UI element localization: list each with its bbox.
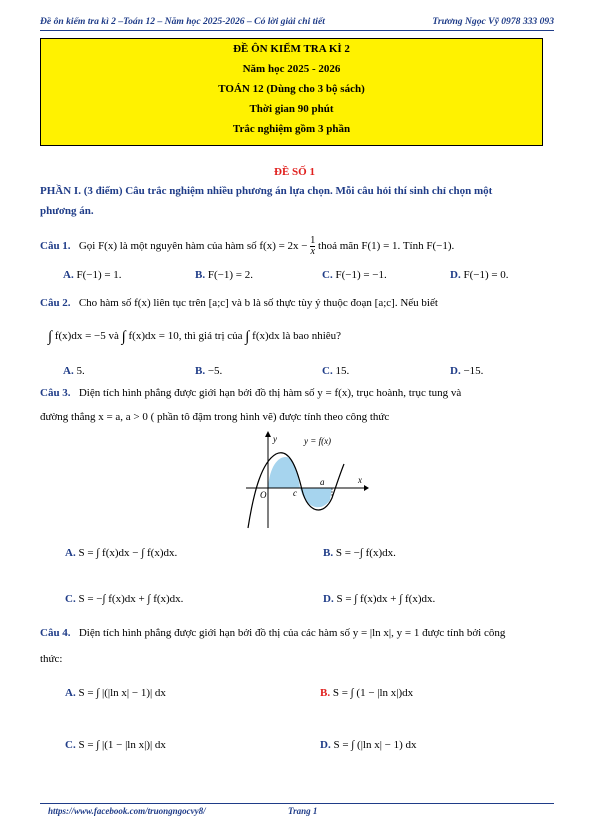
c-label: c bbox=[293, 488, 297, 498]
option-text: F(−1) = 2. bbox=[207, 269, 253, 281]
question-3 bbox=[40, 386, 461, 400]
question-label: Câu 3. bbox=[40, 387, 71, 399]
fraction-denominator: x bbox=[310, 246, 315, 257]
q4-option-a[interactable] bbox=[65, 686, 166, 700]
q2-option-d[interactable] bbox=[450, 364, 483, 378]
option-text: S = −∫ f(x)dx. bbox=[335, 547, 396, 559]
question-text: Cho hàm số f(x) liên tục trên [a;c] và b là số thực tùy ý thuộc đoạn [a;c]. Nếu biết bbox=[78, 297, 438, 309]
x-axis-arrow bbox=[364, 485, 369, 491]
footer-link[interactable]: https://www.facebook.com/truongngocvy8/ bbox=[48, 806, 206, 816]
option-key: A. bbox=[65, 547, 76, 559]
option-text: −5. bbox=[207, 365, 223, 377]
option-key: C. bbox=[65, 593, 76, 605]
part1-line-1: PHẦN I. (3 điểm) Câu trắc nghiệm nhiều phương án lựa chọn. Mỗi câu hỏi thí sinh chỉ chọn một bbox=[40, 185, 493, 197]
q2-option-b[interactable] bbox=[195, 364, 222, 378]
option-text: S = ∫ (1 − |ln x|)dx bbox=[332, 687, 414, 699]
title-line-3: TOÁN 12 (Dùng cho 3 bộ sách) bbox=[218, 83, 365, 95]
integral-sign: ∫ bbox=[48, 329, 53, 345]
question-text-end: thoả mãn F(1) = 1. Tính F(−1). bbox=[318, 240, 455, 253]
func-label: y = f(x) bbox=[304, 436, 332, 446]
q3-option-a[interactable] bbox=[65, 546, 177, 560]
option-key-correct: B. bbox=[320, 687, 331, 699]
q4-option-c[interactable] bbox=[65, 738, 166, 752]
option-key: D. bbox=[450, 365, 461, 377]
q3-option-c[interactable] bbox=[65, 592, 183, 606]
q1-option-d[interactable] bbox=[450, 268, 509, 282]
q2-integrals bbox=[48, 328, 341, 343]
option-key: B. bbox=[195, 269, 206, 281]
question-text: Diện tích hình phẳng được giới hạn bởi đồ thị hàm số y = f(x), trục hoành, trục tung và bbox=[78, 387, 462, 399]
question-3-line-2: đường thẳng x = a, a > 0 ( phần tô đậm trong hình vẽ) được tính theo công thức bbox=[40, 411, 390, 423]
integral-sign: ∫ bbox=[121, 329, 126, 345]
option-text: S = ∫ |(|ln x| − 1)| dx bbox=[78, 687, 166, 699]
option-key: C. bbox=[322, 269, 333, 281]
option-key: C. bbox=[65, 739, 76, 751]
question-label: Câu 2. bbox=[40, 297, 71, 309]
page-number: Trang 1 bbox=[288, 806, 318, 816]
footer-divider bbox=[40, 803, 554, 804]
exam-number: ĐỀ SỐ 1 bbox=[274, 166, 315, 178]
fraction bbox=[310, 236, 315, 257]
q3-option-b[interactable] bbox=[323, 546, 396, 560]
option-text: F(−1) = 1. bbox=[76, 269, 122, 281]
fraction-numerator: 1 bbox=[310, 235, 316, 246]
q4-option-b[interactable] bbox=[320, 686, 413, 700]
question-label: Câu 1. bbox=[40, 240, 71, 253]
q2-option-c[interactable] bbox=[322, 364, 349, 378]
option-text: S = ∫ f(x)dx + ∫ f(x)dx. bbox=[336, 593, 436, 605]
q1-option-c[interactable] bbox=[322, 268, 387, 282]
option-text: S = ∫ f(x)dx − ∫ f(x)dx. bbox=[78, 547, 178, 559]
option-key: A. bbox=[63, 365, 74, 377]
header-divider bbox=[40, 30, 554, 31]
option-key: D. bbox=[320, 739, 331, 751]
shaded-region-positive bbox=[268, 457, 300, 488]
option-text: S = ∫ |(1 − |ln x|)| dx bbox=[78, 739, 166, 751]
integral-sign: ∫ bbox=[245, 329, 250, 345]
x-label: x bbox=[358, 475, 362, 485]
y-label: y bbox=[273, 434, 277, 444]
q1-option-b[interactable] bbox=[195, 268, 253, 282]
q1-option-a[interactable] bbox=[63, 268, 122, 282]
option-text: −15. bbox=[463, 365, 484, 377]
option-text: 5. bbox=[76, 365, 85, 377]
option-text: F(−1) = −1. bbox=[335, 269, 387, 281]
option-text: S = −∫ f(x)dx + ∫ f(x)dx. bbox=[78, 593, 184, 605]
q2-option-a[interactable] bbox=[63, 364, 85, 378]
question-label: Câu 4. bbox=[40, 627, 71, 639]
header-left: Đề ôn kiểm tra kì 2 –Toán 12 – Năm học 2025-2026 – Có lời giải chi tiết bbox=[40, 16, 325, 27]
header-right: Trương Ngọc Vỹ 0978 333 093 bbox=[432, 16, 554, 27]
q4-option-d[interactable] bbox=[320, 738, 417, 752]
y-axis-arrow bbox=[265, 431, 271, 437]
question-4 bbox=[40, 626, 505, 640]
title-line-4: Thời gian 90 phút bbox=[249, 103, 334, 115]
option-key: B. bbox=[195, 365, 206, 377]
q3-option-d[interactable] bbox=[323, 592, 435, 606]
question-text: Gọi F(x) là một nguyên hàm của hàm số f(x) = 2x − bbox=[78, 240, 308, 253]
title-line-5: Trắc nghiệm gồm 3 phần bbox=[232, 123, 351, 135]
function-graph bbox=[240, 430, 370, 530]
integral-text: f(x)dx là bao nhiêu? bbox=[252, 330, 342, 342]
option-text: F(−1) = 0. bbox=[463, 269, 509, 281]
option-key: B. bbox=[323, 547, 334, 559]
title-line-1: ĐỀ ÔN KIỂM TRA KÌ 2 bbox=[233, 43, 350, 55]
option-text: S = ∫ (|ln x| − 1) dx bbox=[333, 739, 417, 751]
integral-text: f(x)dx = −5 và bbox=[54, 330, 119, 342]
title-box bbox=[40, 38, 543, 146]
option-text: 15. bbox=[335, 365, 350, 377]
option-key: D. bbox=[323, 593, 334, 605]
title-line-2: Năm học 2025 - 2026 bbox=[242, 63, 341, 75]
integral-text: f(x)dx = 10, thì giá trị của bbox=[128, 330, 243, 342]
option-key: D. bbox=[450, 269, 461, 281]
question-2 bbox=[40, 296, 438, 310]
part1-line-2: phương án. bbox=[40, 205, 94, 217]
option-key: A. bbox=[65, 687, 76, 699]
origin-label: O bbox=[260, 490, 267, 500]
question-text: Diện tích hình phẳng được giới hạn bởi đồ thị của các hàm số y = |ln x|, y = 1 được tính bởi công bbox=[78, 627, 506, 639]
question-1 bbox=[40, 236, 454, 257]
question-4-line-2: thức: bbox=[40, 653, 63, 665]
option-key: A. bbox=[63, 269, 74, 281]
option-key: C. bbox=[322, 365, 333, 377]
a-label: a bbox=[320, 477, 325, 487]
